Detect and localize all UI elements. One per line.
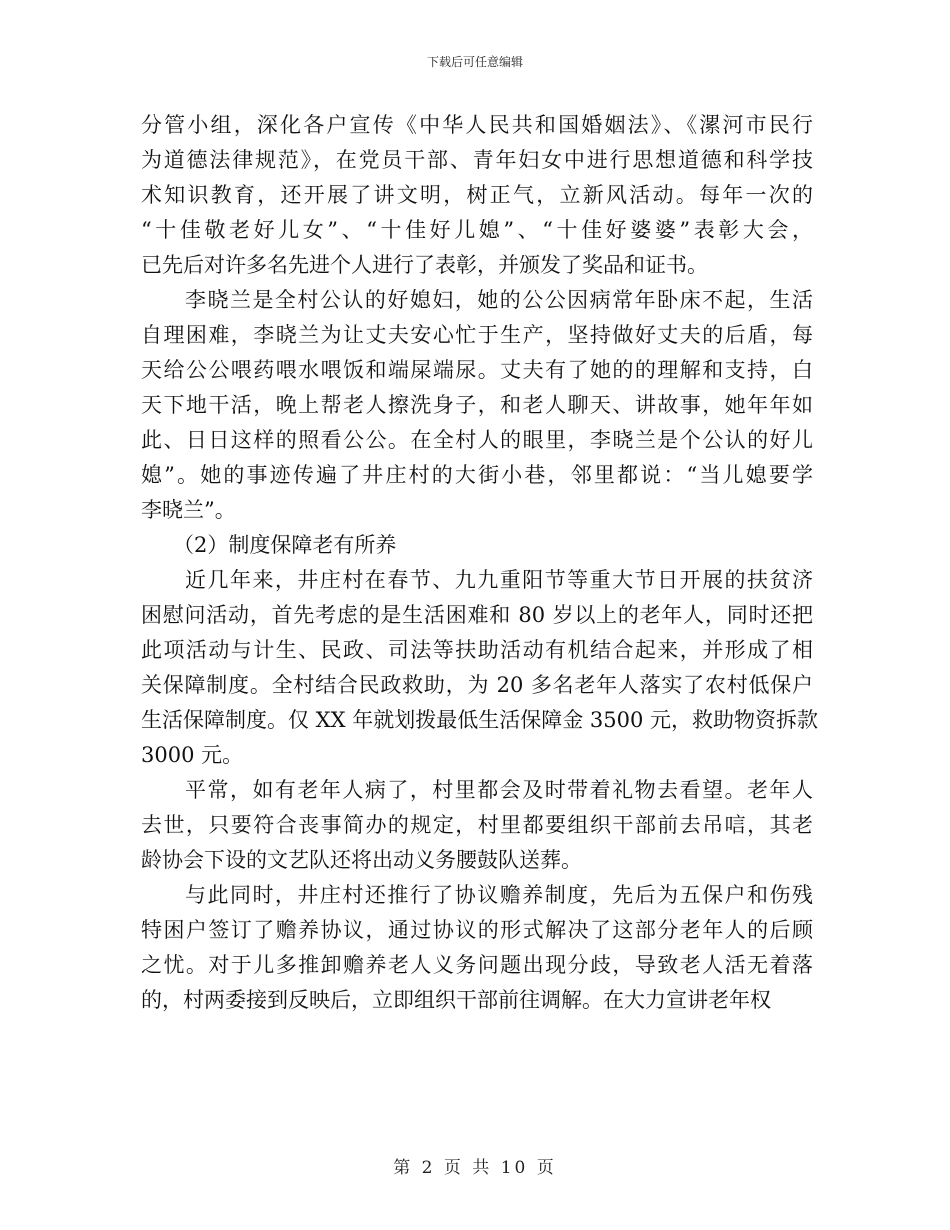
text-line: 3000 元。 bbox=[141, 743, 244, 767]
text-line: 特困户签订了赡养协议，通过协议的形式解决了这部分老年人的后顾 bbox=[141, 918, 813, 942]
paragraph bbox=[141, 108, 813, 283]
text-line: 术知识教育，还开展了讲文明，树正气，立新风活动。每年一次的 bbox=[141, 183, 813, 207]
text-line: 平常，如有老年人病了，村里都会及时带着礼物去看望。老年人 bbox=[185, 778, 813, 802]
text-line: 关保障制度。全村结合民政救助，为 20 多名老年人落实了农村低保户 bbox=[141, 673, 813, 697]
text-line: 分管小组，深化各户宣传《中华人民共和国婚姻法》、《漯河市民行 bbox=[141, 113, 813, 137]
text-line: 媳”。她的事迹传遍了井庄村的大街小巷，邻里都说：“当儿媳要学 bbox=[141, 463, 813, 487]
text-line: “十佳敬老好儿女”、“十佳好儿媳”、“十佳好婆婆”表彰大会， bbox=[141, 218, 813, 242]
paragraph bbox=[141, 563, 819, 773]
text-line: 为道德法律规范》，在党员干部、青年妇女中进行思想道德和科学技 bbox=[141, 148, 813, 172]
paragraph bbox=[141, 773, 813, 878]
text-line: 龄协会下设的文艺队还将出动义务腰鼓队送葬。 bbox=[141, 848, 582, 872]
text-line: 李晓兰是全村公认的好媳妇，她的公公因病常年卧床不起，生活 bbox=[185, 288, 813, 312]
text-line: 的，村两委接到反映后，立即组织干部前往调解。在大力宣讲老年权 bbox=[141, 988, 771, 1012]
page-header: 下载后可任意编辑 bbox=[426, 55, 523, 69]
text-line: 此、日日这样的照看公公。在全村人的眼里，李晓兰是个公认的好儿 bbox=[141, 428, 813, 452]
text-line: 天下地干活，晚上帮老人擦洗身子，和老人聊天、讲故事，她年年如 bbox=[141, 393, 813, 417]
page-footer: 第 2 页 共 10 页 bbox=[393, 1158, 557, 1178]
text-line: 近几年来，井庄村在春节、九九重阳节等重大节日开展的扶贫济 bbox=[185, 568, 813, 592]
text-line: 已先后对许多名先进个人进行了表彰，并颁发了奖品和证书。 bbox=[141, 253, 708, 277]
text-line: 与此同时，井庄村还推行了协议赡养制度，先后为五保户和伤残 bbox=[185, 883, 813, 907]
text-line: 之忧。对于儿多推卸赡养老人义务问题出现分歧，导致老人活无着落 bbox=[141, 953, 813, 977]
text-line: 此项活动与计生、民政、司法等扶助活动有机结合起来，并形成了相 bbox=[141, 638, 813, 662]
paragraph bbox=[141, 283, 813, 528]
text-line: 去世，只要符合丧事简办的规定，村里都要组织干部前去吊唁，其老 bbox=[141, 813, 813, 837]
section-heading bbox=[141, 528, 813, 563]
document-body bbox=[141, 108, 819, 1018]
text-line: （2）制度保障老有所养 bbox=[173, 533, 397, 557]
text-line: 天给公公喂药喂水喂饭和端屎端尿。丈夫有了她的的理解和支持，白 bbox=[141, 358, 813, 382]
text-line: 自理困难，李晓兰为让丈夫安心忙于生产，坚持做好丈夫的后盾，每 bbox=[141, 323, 813, 347]
text-line: 生活保障制度。仅 XX 年就划拨最低生活保障金 3500 元，救助物资拆款 bbox=[141, 708, 819, 732]
text-line: 李晓兰”。 bbox=[141, 498, 236, 522]
paragraph bbox=[141, 878, 813, 1018]
text-line: 困慰问活动，首先考虑的是生活困难和 80 岁以上的老年人，同时还把 bbox=[141, 603, 813, 627]
